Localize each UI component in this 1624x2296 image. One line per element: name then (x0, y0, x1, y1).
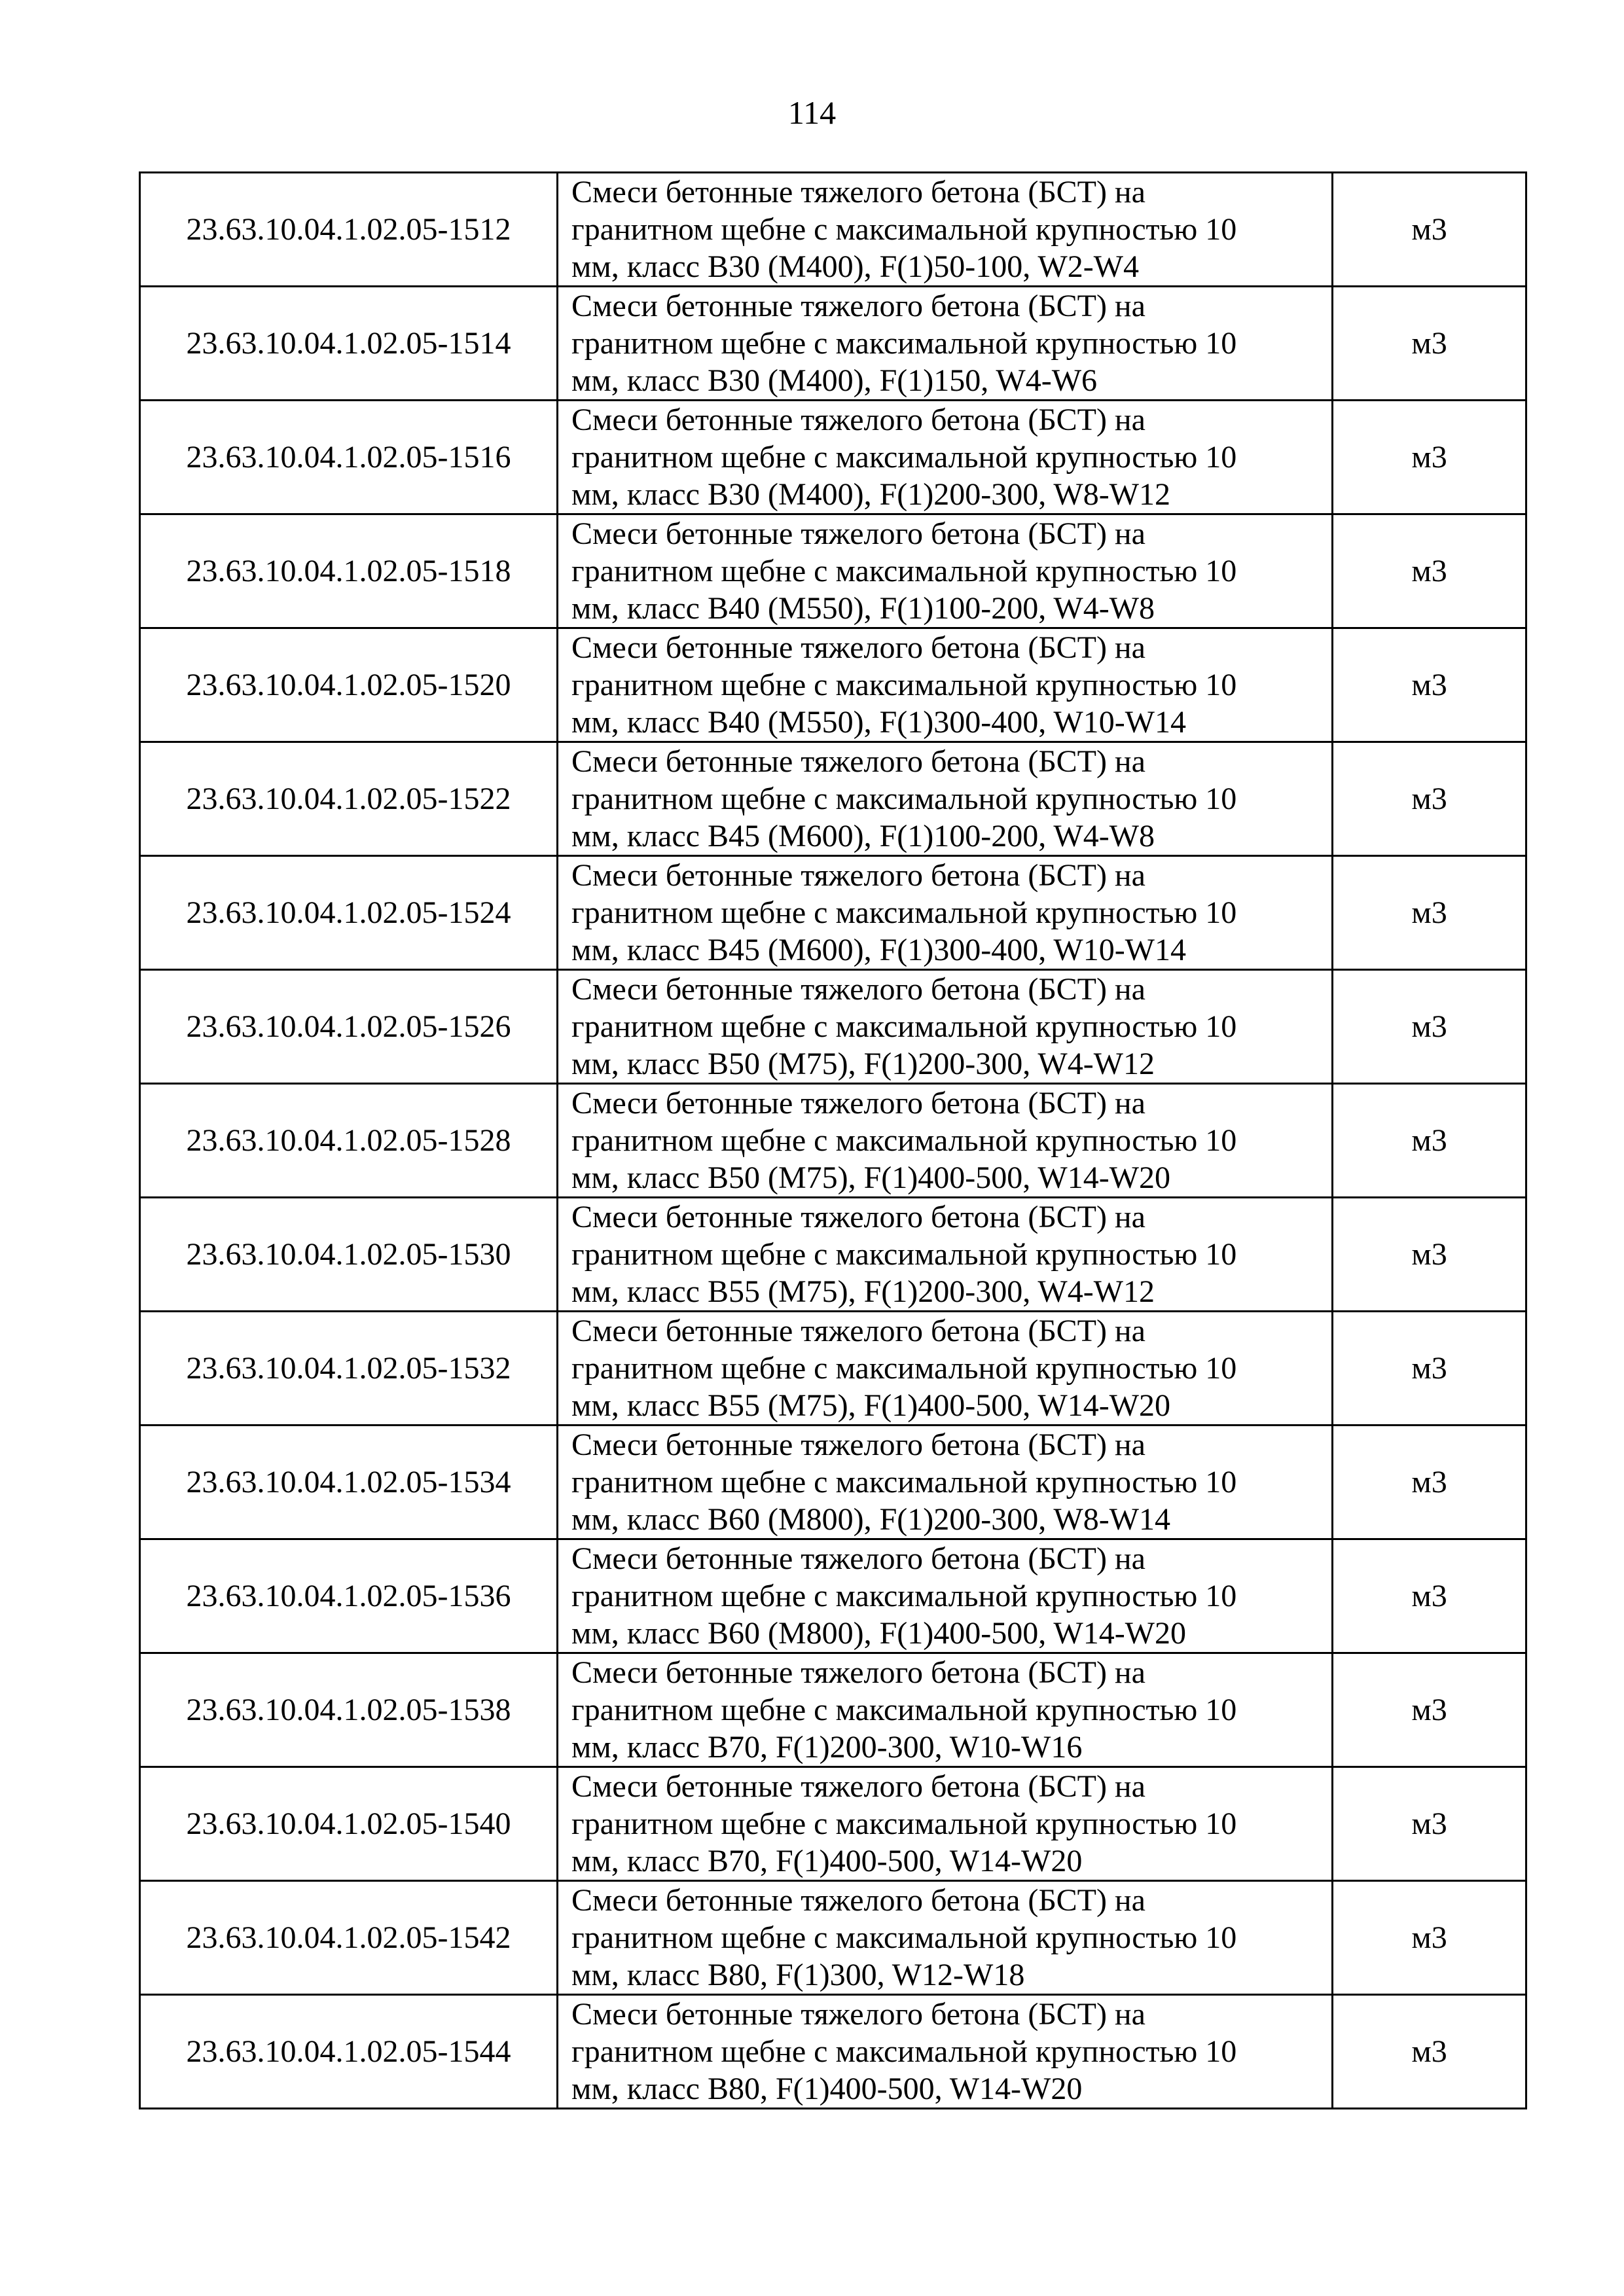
resource-code-cell: 23.63.10.04.1.02.05-1532 (140, 1312, 558, 1426)
description-line-2: гранитном щебне с максимальной крупностью 10 (571, 554, 1237, 588)
unit-cell: м3 (1333, 1312, 1526, 1426)
resource-description-cell (558, 1767, 1333, 1881)
resource-description-cell (558, 856, 1333, 970)
resource-code-cell: 23.63.10.04.1.02.05-1536 (140, 1539, 558, 1653)
resource-code-cell: 23.63.10.04.1.02.05-1542 (140, 1881, 558, 1995)
resource-description-cell (558, 1426, 1333, 1539)
resource-description-cell (558, 742, 1333, 856)
resource-code-cell: 23.63.10.04.1.02.05-1538 (140, 1653, 558, 1767)
unit-cell: м3 (1333, 742, 1526, 856)
resource-code-cell: 23.63.10.04.1.02.05-1516 (140, 401, 558, 514)
table-row (140, 1995, 1526, 2109)
resource-description-cell (558, 1881, 1333, 1995)
table-body (140, 173, 1526, 2109)
resource-code-cell: 23.63.10.04.1.02.05-1534 (140, 1426, 558, 1539)
unit-cell: м3 (1333, 1084, 1526, 1198)
resource-description-cell (558, 970, 1333, 1084)
resource-description-cell (558, 287, 1333, 401)
description-line-1: Смеси бетонные тяжелого бетона (БСТ) на (571, 1427, 1146, 1462)
resource-code-cell: 23.63.10.04.1.02.05-1544 (140, 1995, 558, 2109)
table-row (140, 1198, 1526, 1312)
material-catalog-table (139, 171, 1527, 2109)
resource-description-cell (558, 514, 1333, 628)
description-line-3: мм, класс В40 (М550), F(1)300-400, W10-W14 (571, 705, 1186, 740)
table-row (140, 1653, 1526, 1767)
description-line-2: гранитном щебне с максимальной крупностью 10 (571, 326, 1237, 361)
resource-code-cell: 23.63.10.04.1.02.05-1520 (140, 628, 558, 742)
description-line-1: Смеси бетонные тяжелого бетона (БСТ) на (571, 1541, 1146, 1576)
table-row (140, 1767, 1526, 1881)
description-line-1: Смеси бетонные тяжелого бетона (БСТ) на (571, 1314, 1146, 1348)
resource-code-cell: 23.63.10.04.1.02.05-1514 (140, 287, 558, 401)
table-row (140, 742, 1526, 856)
unit-cell: м3 (1333, 1653, 1526, 1767)
unit-cell: м3 (1333, 1881, 1526, 1995)
resource-description-cell (558, 1084, 1333, 1198)
description-line-1: Смеси бетонные тяжелого бетона (БСТ) на (571, 1200, 1146, 1234)
table-row (140, 173, 1526, 287)
description-line-1: Смеси бетонные тяжелого бетона (БСТ) на (571, 516, 1146, 551)
resource-code-cell: 23.63.10.04.1.02.05-1526 (140, 970, 558, 1084)
table-row (140, 401, 1526, 514)
resource-description-cell (558, 173, 1333, 287)
description-line-2: гранитном щебне с максимальной крупностью 10 (571, 1920, 1237, 1955)
description-line-1: Смеси бетонные тяжелого бетона (БСТ) на (571, 630, 1146, 665)
table-row (140, 514, 1526, 628)
description-line-3: мм, класс В55 (М75), F(1)400-500, W14-W20 (571, 1388, 1170, 1423)
description-line-2: гранитном щебне с максимальной крупностью 10 (571, 668, 1237, 702)
unit-cell: м3 (1333, 628, 1526, 742)
table-row (140, 1881, 1526, 1995)
description-line-2: гранитном щебне с максимальной крупностью 10 (571, 1465, 1237, 1499)
description-line-3: мм, класс В45 (М600), F(1)300-400, W10-W14 (571, 933, 1186, 967)
resource-description-cell (558, 1653, 1333, 1767)
table-row (140, 970, 1526, 1084)
description-line-3: мм, класс В70, F(1)400-500, W14-W20 (571, 1844, 1083, 1878)
description-line-1: Смеси бетонные тяжелого бетона (БСТ) на (571, 744, 1146, 779)
description-line-1: Смеси бетонные тяжелого бетона (БСТ) на (571, 858, 1146, 893)
resource-description-cell (558, 1312, 1333, 1426)
unit-cell: м3 (1333, 1426, 1526, 1539)
resource-code-cell: 23.63.10.04.1.02.05-1530 (140, 1198, 558, 1312)
unit-cell: м3 (1333, 1539, 1526, 1653)
resource-code-cell: 23.63.10.04.1.02.05-1512 (140, 173, 558, 287)
description-line-2: гранитном щебне с максимальной крупностью 10 (571, 1806, 1237, 1841)
unit-cell: м3 (1333, 970, 1526, 1084)
description-line-2: гранитном щебне с максимальной крупностью 10 (571, 895, 1237, 930)
description-line-1: Смеси бетонные тяжелого бетона (БСТ) на (571, 972, 1146, 1007)
description-line-3: мм, класс В55 (М75), F(1)200-300, W4-W12 (571, 1274, 1155, 1309)
description-line-3: мм, класс В30 (М400), F(1)50-100, W2-W4 (571, 249, 1139, 284)
unit-cell: м3 (1333, 287, 1526, 401)
description-line-1: Смеси бетонные тяжелого бетона (БСТ) на (571, 1655, 1146, 1690)
description-line-3: мм, класс В60 (М800), F(1)200-300, W8-W14 (571, 1502, 1170, 1537)
unit-cell: м3 (1333, 1767, 1526, 1881)
resource-description-cell (558, 1198, 1333, 1312)
description-line-2: гранитном щебне с максимальной крупностью 10 (571, 1693, 1237, 1727)
description-line-3: мм, класс В30 (М400), F(1)150, W4-W6 (571, 363, 1097, 398)
description-line-2: гранитном щебне с максимальной крупностью 10 (571, 1579, 1237, 1613)
description-line-3: мм, класс В50 (М75), F(1)200-300, W4-W12 (571, 1047, 1155, 1081)
description-line-2: гранитном щебне с максимальной крупностью 10 (571, 1009, 1237, 1044)
table-row (140, 1426, 1526, 1539)
table-row (140, 1084, 1526, 1198)
resource-description-cell (558, 1995, 1333, 2109)
page-number: 114 (787, 94, 837, 131)
resource-code-cell: 23.63.10.04.1.02.05-1540 (140, 1767, 558, 1881)
description-line-2: гранитном щебне с максимальной крупностью 10 (571, 781, 1237, 816)
resource-description-cell (558, 1539, 1333, 1653)
table-row (140, 1539, 1526, 1653)
description-line-3: мм, класс В80, F(1)400-500, W14-W20 (571, 2072, 1083, 2106)
unit-cell: м3 (1333, 1995, 1526, 2109)
description-line-2: гранитном щебне с максимальной крупностью 10 (571, 2034, 1237, 2069)
description-line-1: Смеси бетонные тяжелого бетона (БСТ) на (571, 175, 1146, 209)
description-line-2: гранитном щебне с максимальной крупностью 10 (571, 212, 1237, 247)
description-line-3: мм, класс В30 (М400), F(1)200-300, W8-W12 (571, 477, 1170, 512)
description-line-3: мм, класс В70, F(1)200-300, W10-W16 (571, 1730, 1083, 1765)
description-line-3: мм, класс В45 (М600), F(1)100-200, W4-W8 (571, 819, 1155, 853)
description-line-3: мм, класс В60 (М800), F(1)400-500, W14-W20 (571, 1616, 1186, 1651)
table-row (140, 1312, 1526, 1426)
description-line-1: Смеси бетонные тяжелого бетона (БСТ) на (571, 1883, 1146, 1918)
resource-code-cell: 23.63.10.04.1.02.05-1518 (140, 514, 558, 628)
description-line-3: мм, класс В50 (М75), F(1)400-500, W14-W20 (571, 1160, 1170, 1195)
unit-cell: м3 (1333, 1198, 1526, 1312)
resource-description-cell (558, 628, 1333, 742)
resource-code-cell: 23.63.10.04.1.02.05-1524 (140, 856, 558, 970)
unit-cell: м3 (1333, 401, 1526, 514)
description-line-3: мм, класс В80, F(1)300, W12-W18 (571, 1958, 1025, 1992)
description-line-1: Смеси бетонные тяжелого бетона (БСТ) на (571, 1086, 1146, 1121)
unit-cell: м3 (1333, 514, 1526, 628)
unit-cell: м3 (1333, 173, 1526, 287)
resource-code-cell: 23.63.10.04.1.02.05-1522 (140, 742, 558, 856)
table-row (140, 628, 1526, 742)
table-row (140, 287, 1526, 401)
description-line-1: Смеси бетонные тяжелого бетона (БСТ) на (571, 403, 1146, 437)
description-line-1: Смеси бетонные тяжелого бетона (БСТ) на (571, 1769, 1146, 1804)
resource-description-cell (558, 401, 1333, 514)
description-line-2: гранитном щебне с максимальной крупностью 10 (571, 1123, 1237, 1158)
description-line-2: гранитном щебне с максимальной крупностью 10 (571, 1237, 1237, 1272)
description-line-2: гранитном щебне с максимальной крупностью 10 (571, 440, 1237, 475)
description-line-1: Смеси бетонные тяжелого бетона (БСТ) на (571, 289, 1146, 323)
resource-code-cell: 23.63.10.04.1.02.05-1528 (140, 1084, 558, 1198)
description-line-3: мм, класс В40 (М550), F(1)100-200, W4-W8 (571, 591, 1155, 626)
description-line-2: гранитном щебне с максимальной крупностью 10 (571, 1351, 1237, 1386)
table-row (140, 856, 1526, 970)
description-line-1: Смеси бетонные тяжелого бетона (БСТ) на (571, 1997, 1146, 2032)
unit-cell: м3 (1333, 856, 1526, 970)
